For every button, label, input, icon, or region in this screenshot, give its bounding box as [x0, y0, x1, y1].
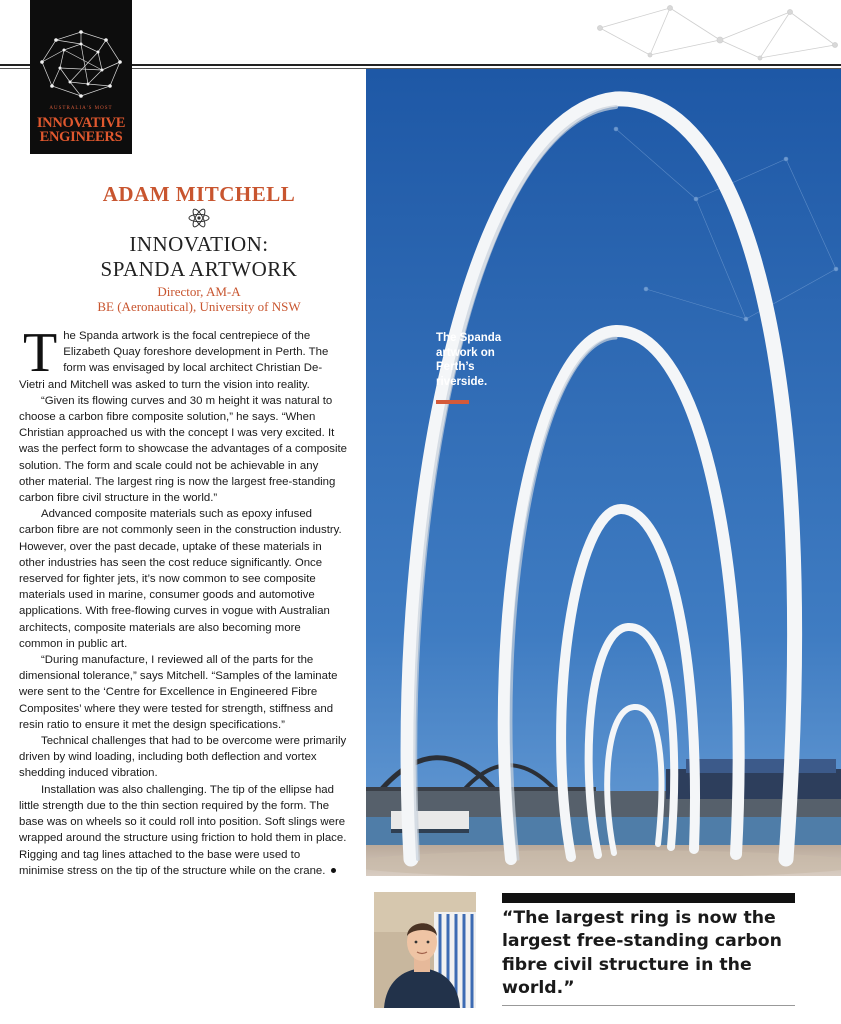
network-graphic: [560, 0, 841, 62]
innovation-title: INNOVATION:: [129, 232, 269, 256]
badge-title-line1: INNOVATIVE: [36, 115, 126, 131]
atom-icon: [187, 208, 211, 228]
article-paragraph: Advanced composite materials such as epoxy infused carbon fibre are not commonly seen in the construction industry. However, over the past decade, uptake of these materials in other industries has seen the cost reduce significantly. Once reserved for fighter jets, it’s now common to see composite materials used in marine, consumer goods and automotive applications. With free-flowing curves in vogue with Australian architects, composite materials are also becoming more common in public art.: [19, 508, 342, 650]
pullquote-rule: [502, 1005, 795, 1006]
pullquote-bar: [502, 893, 795, 903]
article-paragraph: Installation was also challenging. The tip of the ellipse had little strength due to the thin section required by the form. The base was on wheels so it could roll into position. Soft slings were wrapped around the structure using friction to hold them in place. Rigging and tag lines attached to the base were used to minimise stress on the tip of the structure while on the crane.: [19, 783, 347, 877]
engineer-name: ADAM MITCHELL: [102, 182, 296, 206]
caption-accent-bar: [436, 400, 469, 404]
photo-caption: The Spanda artwork on Perth’s riverside.: [436, 332, 502, 388]
article-paragraph: The Spanda artwork is the focal centrepiece of the Elizabeth Quay foreshore development in Perth. The form was envisaged by local architect Christian De-Vietri and Mitchell was asked to turn the vision into reality.: [19, 322, 329, 391]
engineer-education: BE (Aeronautical), University of NSW: [97, 299, 301, 314]
innovation-subtitle: SPANDA ARTWORK: [100, 257, 298, 281]
spanda-artwork-photo: [366, 69, 841, 876]
end-mark-icon: [331, 868, 336, 873]
badge-subtitle: AUSTRALIA'S MOST: [49, 106, 113, 111]
pullquote: “The largest ring is now the largest free-standing carbon fibre civil structure in the world.”: [502, 908, 782, 998]
drop-cap: T: [23, 322, 58, 384]
article-paragraph: “During manufacture, I reviewed all of the parts for the dimensional tolerance,” says Mitchell. “Samples of the laminate were sent to the ‘Centre for Excellence in Engineered Fibre Composites’ where they were tested for strength, stiffness and resin ratio to ensure it met the design specifications.”: [19, 654, 338, 731]
article-body: [19, 322, 347, 879]
badge-title-line2: ENGINEERS: [39, 129, 123, 145]
engineer-portrait: [374, 892, 476, 1008]
article-paragraph: Technical challenges that had to be overcome were primarily driven by wind loading, including both deflection and vortex shedding induced vibration.: [19, 735, 347, 780]
engineer-role: Director, AM-A: [157, 284, 241, 299]
article-paragraph: “Given its flowing curves and 30 m height it was natural to choose a carbon fibre composite solution,” he says. “When Christian approached us with the concept I was very excited. It was the perfect form to showcase the advantages of a composite solution. The form and scale could not be achievable in any other material. The largest ring is now the largest free-standing carbon fibre civil structure in the world.”: [19, 394, 347, 505]
network-icon: [36, 28, 126, 102]
innovative-engineers-badge: [30, 0, 132, 154]
